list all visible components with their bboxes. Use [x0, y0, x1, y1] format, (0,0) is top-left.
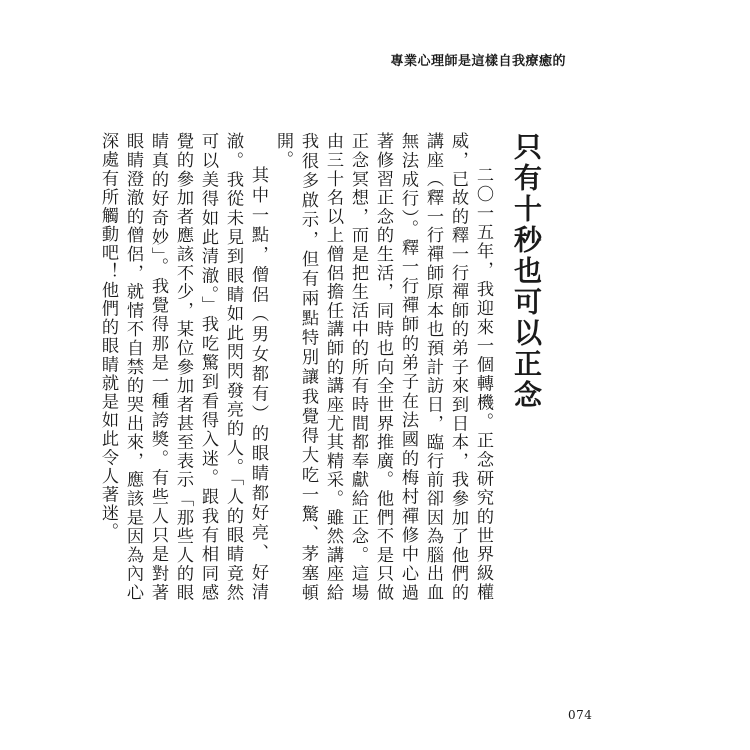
running-head: 專業心理師是這樣自我療癒的	[390, 54, 566, 69]
chapter-title: 只有十秒也可以正念	[510, 132, 543, 411]
body-text	[98, 132, 495, 602]
page-number: 074	[568, 708, 593, 722]
paragraph: 二〇一五年，我迎來一個轉機。正念研究的世界級權威，已故的釋一行禪師的弟子來到日本，我參加了他們的講座（釋一行禪師原本也預計訪日，臨行前卻因為腦出血無法成行）。釋一行禪師的弟子在法國的梅村禪修中心過著修習正念的生活，同時也向全世界推廣。他們不是只做正念冥想，而是把生活中的所有時間都奉獻給正念。這場由三十名以上僧侶擔任講師的講座尤其精采。雖然講座給我很多啟示，但有兩點特別讓我覺得大吃一驚、茅塞頓開。	[273, 132, 493, 602]
paragraph: 其中一點，僧侶（男女都有）的眼睛都好亮、好清澈。我從未見到眼睛如此閃閃發亮的人。「人的眼睛竟然可以美得如此清澈。」我吃驚到看得入迷。跟我有相同感覺的參加者應該不少，某位參加者甚至表示「那些人的眼睛真的好奇妙」。我覺得那是一種誇獎。有些人只是對著眼睛澄澈的僧侶，就情不自禁的哭出來，應該是因為內心深處有所觸動吧！他們的眼睛就是如此令人著迷。	[98, 132, 268, 602]
